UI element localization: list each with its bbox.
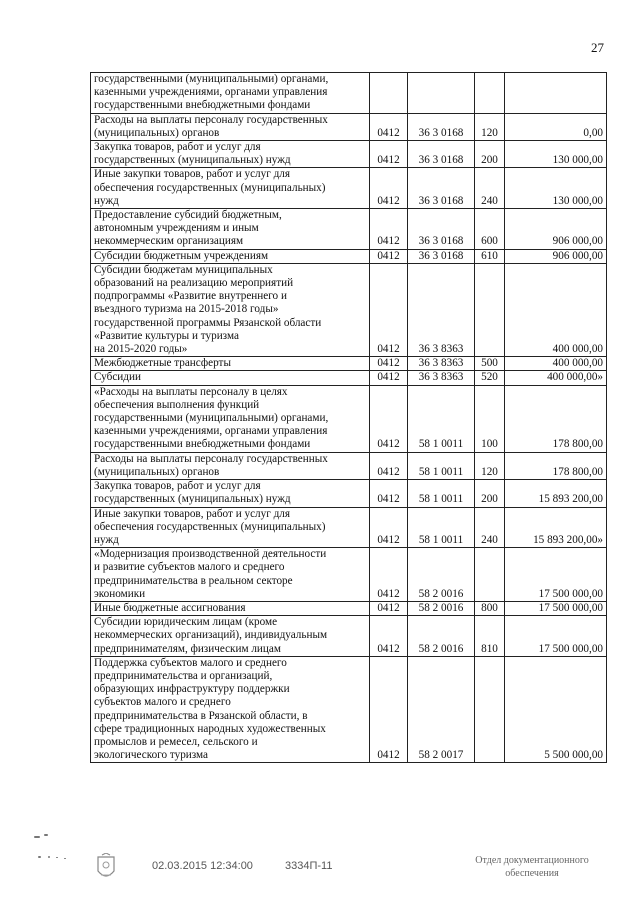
- cell-amount: 400 000,00: [505, 357, 607, 371]
- table-row: [91, 507, 607, 548]
- cell-expense-type: [475, 263, 505, 356]
- cell-section: 0412: [370, 656, 408, 763]
- table-row: [91, 113, 607, 140]
- cell-section: 0412: [370, 113, 408, 140]
- table-row: [91, 371, 607, 385]
- cell-name: Предоставление субсидий бюджетным, автономным учреждениям и иным некоммерческим организациям: [91, 209, 370, 250]
- cell-section: 0412: [370, 357, 408, 371]
- cell-amount: 178 800,00: [505, 452, 607, 479]
- cell-name: Субсидии: [91, 371, 370, 385]
- table-body: [91, 73, 607, 763]
- cell-code: 36 3 0168: [408, 209, 475, 250]
- cell-expense-type: 610: [475, 249, 505, 263]
- cell-name: Расходы на выплаты персоналу государственных (муниципальных) органов: [91, 113, 370, 140]
- cell-expense-type: [475, 73, 505, 114]
- cell-expense-type: 200: [475, 480, 505, 507]
- cell-code: 58 1 0011: [408, 507, 475, 548]
- cell-code: [408, 73, 475, 114]
- cell-code: 36 3 0168: [408, 141, 475, 168]
- cell-expense-type: [475, 548, 505, 602]
- cell-name: «Расходы на выплаты персоналу в целях обеспечения выполнения функций государственными (муниципальными) органами, казенными учреждениями, органами управления государственными внебюджетными фондами: [91, 385, 370, 452]
- cell-amount: 17 500 000,00: [505, 548, 607, 602]
- budget-table: [90, 72, 607, 763]
- table-row: [91, 548, 607, 602]
- cell-name: Субсидии бюджетам муниципальных образований на реализацию мероприятий подпрограммы «Развитие внутреннего и въездного туризма на 2015-2018 годы» государственной программы Рязанской области «Развитие культуры и туризма на 2015-2020 годы»: [91, 263, 370, 356]
- cell-expense-type: 240: [475, 168, 505, 209]
- cell-expense-type: 240: [475, 507, 505, 548]
- footer-datetime: 02.03.2015 12:34:00: [152, 860, 253, 872]
- cell-code: 58 1 0011: [408, 480, 475, 507]
- cell-amount: [505, 73, 607, 114]
- cell-code: 36 3 8363: [408, 263, 475, 356]
- table-row: [91, 601, 607, 615]
- cell-name: Иные бюджетные ассигнования: [91, 601, 370, 615]
- cell-section: 0412: [370, 385, 408, 452]
- cell-code: 36 3 0168: [408, 113, 475, 140]
- cell-name: Иные закупки товаров, работ и услуг для обеспечения государственных (муниципальных) нужд: [91, 507, 370, 548]
- table-row: [91, 616, 607, 657]
- table-row: [91, 357, 607, 371]
- table-row: [91, 656, 607, 763]
- table-row: [91, 480, 607, 507]
- cell-section: 0412: [370, 263, 408, 356]
- cell-section: 0412: [370, 480, 408, 507]
- cell-name: Субсидии юридическим лицам (кроме некоммерческих организаций), индивидуальным предпринимателям, физическим лицам: [91, 616, 370, 657]
- cell-amount: 130 000,00: [505, 168, 607, 209]
- table-row: [91, 209, 607, 250]
- cell-amount: 17 500 000,00: [505, 601, 607, 615]
- cell-code: 58 2 0016: [408, 601, 475, 615]
- cell-name: Межбюджетные трансферты: [91, 357, 370, 371]
- cell-amount: 5 500 000,00: [505, 656, 607, 763]
- stamp-line-2: обеспечения: [505, 868, 559, 879]
- cell-section: 0412: [370, 141, 408, 168]
- cell-expense-type: 600: [475, 209, 505, 250]
- cell-section: [370, 73, 408, 114]
- cell-name: «Модернизация производственной деятельности и развитие субъектов малого и среднего предпринимательства в реальном секторе экономики: [91, 548, 370, 602]
- table-row: [91, 452, 607, 479]
- cell-code: 58 2 0016: [408, 548, 475, 602]
- cell-expense-type: 500: [475, 357, 505, 371]
- cell-name: Субсидии бюджетным учреждениям: [91, 249, 370, 263]
- table-row: [91, 249, 607, 263]
- cell-code: 58 2 0017: [408, 656, 475, 763]
- cell-expense-type: 200: [475, 141, 505, 168]
- cell-amount: 906 000,00: [505, 249, 607, 263]
- cell-code: 36 3 8363: [408, 357, 475, 371]
- table-row: [91, 141, 607, 168]
- cell-section: 0412: [370, 371, 408, 385]
- cell-section: 0412: [370, 452, 408, 479]
- table-row: [91, 263, 607, 356]
- cell-expense-type: 100: [475, 385, 505, 452]
- cell-amount: 178 800,00: [505, 385, 607, 452]
- table-row: [91, 168, 607, 209]
- department-stamp: [452, 854, 612, 880]
- cell-amount: 17 500 000,00: [505, 616, 607, 657]
- cell-code: 36 3 8363: [408, 371, 475, 385]
- cell-expense-type: 520: [475, 371, 505, 385]
- cell-expense-type: 120: [475, 113, 505, 140]
- cell-amount: 0,00: [505, 113, 607, 140]
- cell-section: 0412: [370, 616, 408, 657]
- cell-name: государственными (муниципальными) органами, казенными учреждениями, органами управления государственными внебюджетными фондами: [91, 73, 370, 114]
- cell-section: 0412: [370, 249, 408, 263]
- cell-amount: 906 000,00: [505, 209, 607, 250]
- cell-name: Иные закупки товаров, работ и услуг для обеспечения государственных (муниципальных) нужд: [91, 168, 370, 209]
- cell-code: 36 3 0168: [408, 168, 475, 209]
- table-row: [91, 73, 607, 114]
- cell-expense-type: 120: [475, 452, 505, 479]
- cell-amount: 130 000,00: [505, 141, 607, 168]
- cell-name: Поддержка субъектов малого и среднего предпринимательства и организаций, образующих инфраструктуру поддержки субъектов малого и среднего предпринимательства в Рязанской области, в сфере традиционных народных художественных промыслов и ремесел, сельского и экологического туризма: [91, 656, 370, 763]
- coat-of-arms-icon: [94, 853, 118, 883]
- cell-code: 36 3 0168: [408, 249, 475, 263]
- cell-expense-type: 810: [475, 616, 505, 657]
- cell-section: 0412: [370, 601, 408, 615]
- footer-document-number: 3334П-11: [285, 860, 333, 872]
- cell-section: 0412: [370, 168, 408, 209]
- stamp-line-1: Отдел документационного: [475, 855, 589, 866]
- cell-name: Расходы на выплаты персоналу государственных (муниципальных) органов: [91, 452, 370, 479]
- cell-section: 0412: [370, 209, 408, 250]
- cell-code: 58 1 0011: [408, 452, 475, 479]
- cell-name: Закупка товаров, работ и услуг для государственных (муниципальных) нужд: [91, 141, 370, 168]
- cell-amount: 15 893 200,00: [505, 480, 607, 507]
- page-number: 27: [591, 40, 604, 55]
- cell-code: 58 2 0016: [408, 616, 475, 657]
- cell-expense-type: [475, 656, 505, 763]
- cell-amount: 15 893 200,00»: [505, 507, 607, 548]
- cell-amount: 400 000,00»: [505, 371, 607, 385]
- cell-section: 0412: [370, 507, 408, 548]
- cell-section: 0412: [370, 548, 408, 602]
- cell-name: Закупка товаров, работ и услуг для государственных (муниципальных) нужд: [91, 480, 370, 507]
- cell-code: 58 1 0011: [408, 385, 475, 452]
- cell-amount: 400 000,00: [505, 263, 607, 356]
- cell-expense-type: 800: [475, 601, 505, 615]
- table-row: [91, 385, 607, 452]
